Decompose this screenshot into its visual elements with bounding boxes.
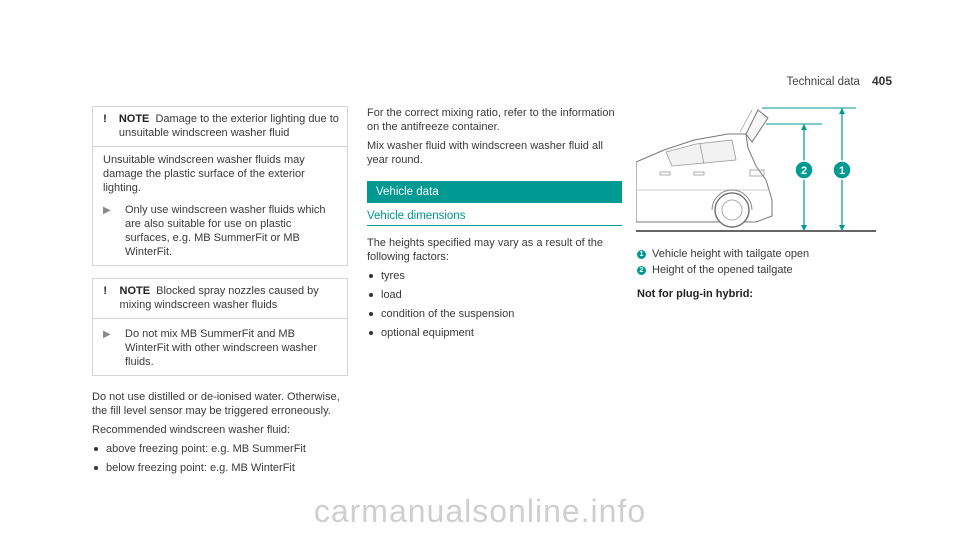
paragraph: Mix washer fluid with windscreen washer fluid all year round. [367, 140, 603, 166]
note-box-spray-nozzles [92, 278, 348, 376]
vehicle-dimensions-figure [636, 104, 876, 234]
list-item: tyres [367, 269, 622, 283]
legend-item [637, 264, 877, 276]
plug-in-hybrid-note: Not for plug-in hybrid: [637, 288, 754, 300]
section-heading: Vehicle data [367, 181, 622, 203]
list-item: above freezing point: e.g. MB SummerFit [92, 442, 348, 456]
note-header [93, 107, 347, 140]
middle-column [367, 106, 622, 345]
arrow-right-icon: ▶ [103, 205, 111, 216]
figure-legend [637, 248, 877, 300]
list-item: load [367, 288, 622, 302]
svg-text:2: 2 [800, 165, 808, 177]
callout-2 [795, 161, 813, 179]
legend-text: Height of the opened tailgate [652, 264, 793, 276]
callout-badge: 2 [637, 266, 646, 275]
legend-item [637, 248, 877, 260]
instruction-step [103, 327, 337, 369]
warning-icon: ! [103, 285, 108, 297]
bullet-list [92, 442, 348, 475]
warning-icon: ! [103, 113, 107, 125]
paragraph: The heights specified may vary as a result of the following factors: [367, 237, 604, 263]
watermark: carmanualsonline.info [313, 493, 647, 529]
note-label: NOTE [118, 113, 150, 125]
paragraph: Do not use distilled or de-ionised water. Otherwise, the fill level sensor may be triggered erroneously. [92, 391, 340, 417]
legend-text: Vehicle height with tailgate open [652, 248, 810, 260]
note-box-exterior-lighting [92, 106, 348, 266]
left-column [92, 106, 348, 480]
section-title: Technical data [786, 76, 860, 88]
callout-badge: 1 [637, 250, 646, 259]
list-item: below freezing point: e.g. MB WinterFit [92, 461, 348, 475]
note-title: Blocked spray nozzles caused by mixing windscreen washer fluids [119, 285, 319, 311]
list-item: optional equipment [367, 326, 622, 340]
svg-text:1: 1 [838, 165, 846, 177]
paragraph: Recommended windscreen washer fluid: [92, 424, 291, 436]
note-label: NOTE [119, 285, 151, 297]
list-item: condition of the suspension [367, 307, 622, 321]
car-tailgate-illustration [636, 104, 876, 234]
page-header [786, 74, 892, 88]
step-text: Only use windscreen washer fluids which are also suitable for use on plastic surfaces, e.g. MB SummerFit or MB WinterFit. [125, 204, 326, 258]
bullet-list [367, 269, 622, 340]
note-title: Damage to the exterior lighting due to unsuitable windscreen washer fluid [118, 113, 339, 139]
note-header [93, 279, 347, 312]
note-body: Unsuitable windscreen washer fluids may damage the plastic surface of the exterior lighting. [103, 154, 305, 194]
callout-1 [833, 161, 851, 179]
instruction-step [103, 203, 337, 259]
subsection-heading: Vehicle dimensions [367, 209, 622, 226]
step-text: Do not mix MB SummerFit and MB WinterFit with other windscreen washer fluids. [125, 328, 317, 368]
paragraph: For the correct mixing ratio, refer to the information on the antifreeze container. [367, 107, 615, 133]
arrow-right-icon: ▶ [103, 329, 111, 340]
page-number: 405 [871, 74, 892, 88]
